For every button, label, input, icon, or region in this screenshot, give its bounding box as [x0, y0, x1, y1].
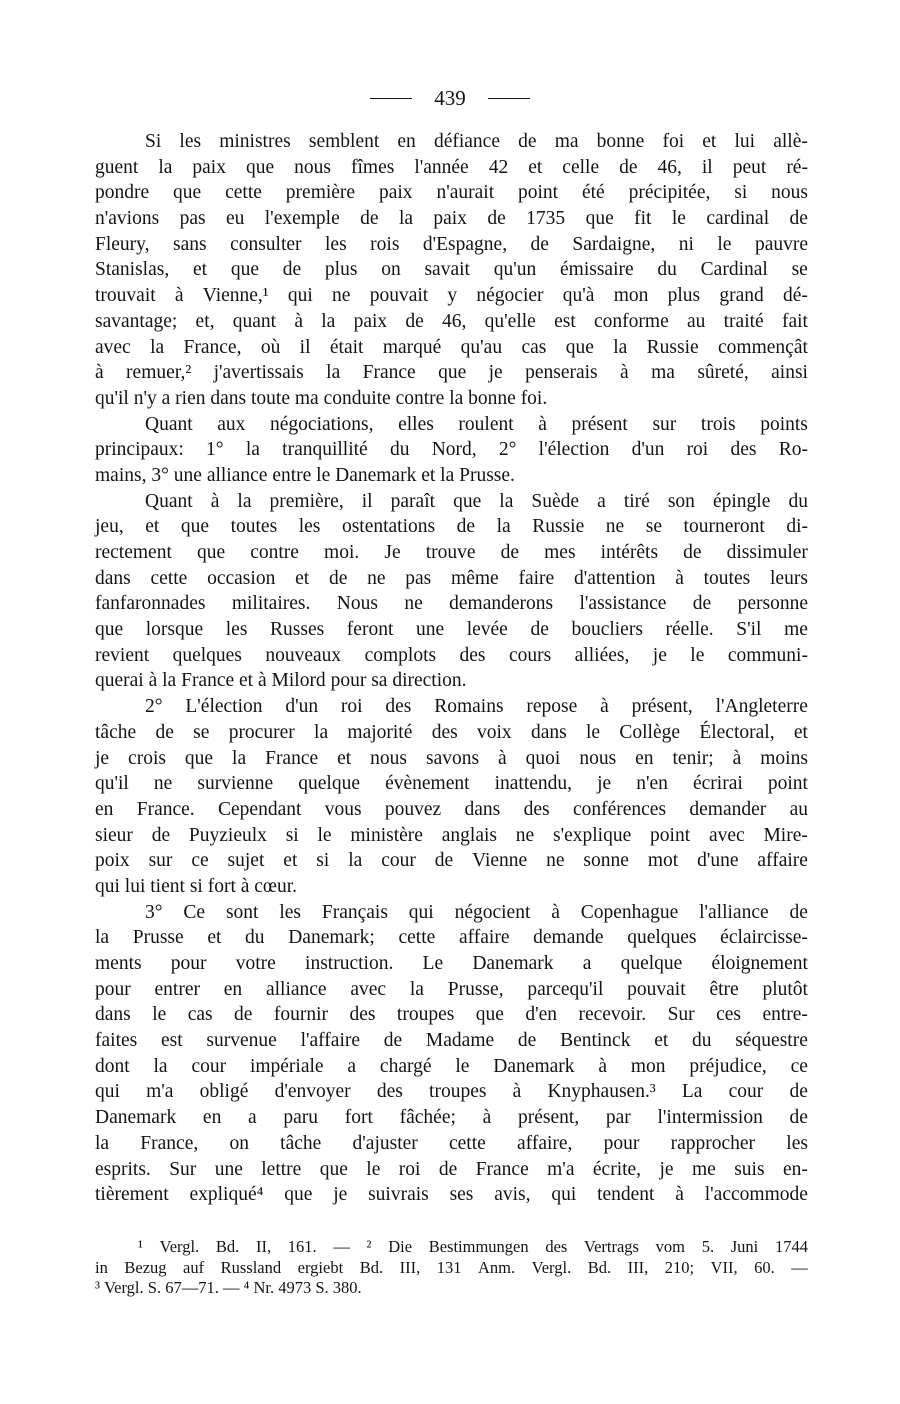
page-number: 439: [434, 86, 466, 110]
text-line: tièrement expliqué⁴ que je suivrais ses avis, qui tendent à l'accommode: [95, 1184, 808, 1206]
body-text: [95, 129, 808, 1208]
text-line: trouvait à Vienne,¹ qui ne pouvait y négocier qu'à mon plus grand dé-: [95, 285, 808, 307]
text-line: la Prusse et du Danemark; cette affaire demande quelques éclaircisse-: [95, 927, 808, 949]
text-line: je crois que la France et nous savons à quoi nous en tenir; à moins: [95, 747, 808, 769]
text-line: guent la paix que nous fîmes l'année 42 et celle de 46, il peut ré-: [95, 156, 808, 178]
text-line: que lorsque les Russes feront une levée de boucliers réelle. S'il me: [95, 619, 808, 641]
text-line: fanfaronnades militaires. Nous ne demanderons l'assistance de personne: [95, 593, 808, 615]
text-line: à remuer,² j'avertissais la France que je penserais à ma sûreté, ainsi: [95, 362, 808, 384]
text-line: qui lui tient si fort à cœur.: [95, 875, 298, 897]
text-line: revient quelques nouveaux complots des cours alliées, je le communi-: [95, 644, 808, 666]
footnote-line: ³ Vergl. S. 67—71. — ⁴ Nr. 4973 S. 380.: [95, 1278, 362, 1298]
text-line: principaux: 1° la tranquillité du Nord, 2° l'élection d'un roi des Ro-: [95, 439, 808, 461]
text-line: faites est survenue l'affaire de Madame de Bentinck et du séquestre: [95, 1030, 808, 1052]
text-line: Quant aux négociations, elles roulent à présent sur trois points: [145, 413, 808, 435]
text-line: Fleury, sans consulter les rois d'Espagne, de Sardaigne, ni le pauvre: [95, 233, 808, 255]
text-line: rectement que contre moi. Je trouve de mes intérêts de dissimuler: [95, 542, 808, 563]
text-line: tâche de se procurer la majorité des voix dans le Collège Électoral, et: [95, 721, 808, 743]
footnote-line: in Bezug auf Russland ergiebt Bd. III, 131 Anm. Vergl. Bd. III, 210; VII, 60. —: [95, 1257, 808, 1277]
header-left-rule: [370, 98, 412, 99]
text-line: pour entrer en alliance avec la Prusse, parcequ'il pouvait être plutôt: [95, 978, 808, 1000]
text-line: sieur de Puyzieulx si le ministère anglais ne s'explique point avec Mire-: [95, 824, 808, 846]
footnotes: [95, 1237, 808, 1299]
text-line: esprits. Sur une lettre que le roi de France m'a écrite, je me suis en-: [95, 1158, 808, 1180]
text-line: dont la cour impériale a chargé le Danemark à mon préjudice, ce: [95, 1055, 808, 1077]
text-line: qui m'a obligé d'envoyer des troupes à Knyphausen.³ La cour de: [95, 1081, 808, 1103]
text-line: dans le cas de fournir des troupes que d'en recevoir. Sur ces entre-: [95, 1004, 808, 1026]
text-line: 3° Ce sont les Français qui négocient à Copenhague l'alliance de: [145, 901, 808, 923]
text-line: jeu, et que toutes les ostentations de la Russie ne se tourneront di-: [95, 516, 808, 538]
text-line: Quant à la première, il paraît que la Suède a tiré son épingle du: [145, 490, 808, 512]
text-line: Si les ministres semblent en défiance de ma bonne foi et lui allè-: [145, 131, 808, 152]
text-line: Danemark en a paru fort fâchée; à présent, par l'intermission de: [95, 1107, 808, 1129]
text-line: en France. Cependant vous pouvez dans des conférences demander au: [95, 798, 808, 820]
text-line: n'avions pas eu l'exemple de la paix de 1735 que fit le cardinal de: [95, 208, 808, 230]
text-line: ments pour votre instruction. Le Danemark a quelque éloignement: [95, 953, 808, 974]
text-line: Stanislas, et que de plus on savait qu'un émissaire du Cardinal se: [95, 259, 808, 281]
text-line: dans cette occasion et de ne pas même faire d'attention à toutes leurs: [95, 567, 808, 589]
text-line: 2° L'élection d'un roi des Romains repose à présent, l'Angleterre: [145, 696, 808, 718]
page-header: [0, 84, 900, 112]
footnote-line: ¹ Vergl. Bd. II, 161. — ² Die Bestimmungen des Vertrags vom 5. Juni 1744: [138, 1237, 808, 1256]
text-line: la France, on tâche d'ajuster cette affaire, pour rapprocher les: [95, 1132, 808, 1154]
text-line: qu'il n'y a rien dans toute ma conduite contre la bonne foi.: [95, 387, 548, 409]
text-line: qu'il ne survienne quelque évènement inattendu, je n'en écrirai point: [95, 773, 808, 795]
text-line: pondre que cette première paix n'aurait point été précipitée, si nous: [95, 182, 808, 204]
text-line: querai à la France et à Milord pour sa direction.: [95, 670, 467, 692]
text-line: mains, 3° une alliance entre le Danemark et la Prusse.: [95, 464, 515, 486]
header-right-rule: [488, 98, 530, 99]
text-line: savantage; et, quant à la paix de 46, qu'elle est conforme au traité fait: [95, 310, 808, 332]
text-line: poix sur ce sujet et si la cour de Vienne ne sonne mot d'une affaire: [95, 850, 808, 872]
text-line: avec la France, où il était marqué qu'au cas que la Russie commençât: [95, 336, 808, 358]
